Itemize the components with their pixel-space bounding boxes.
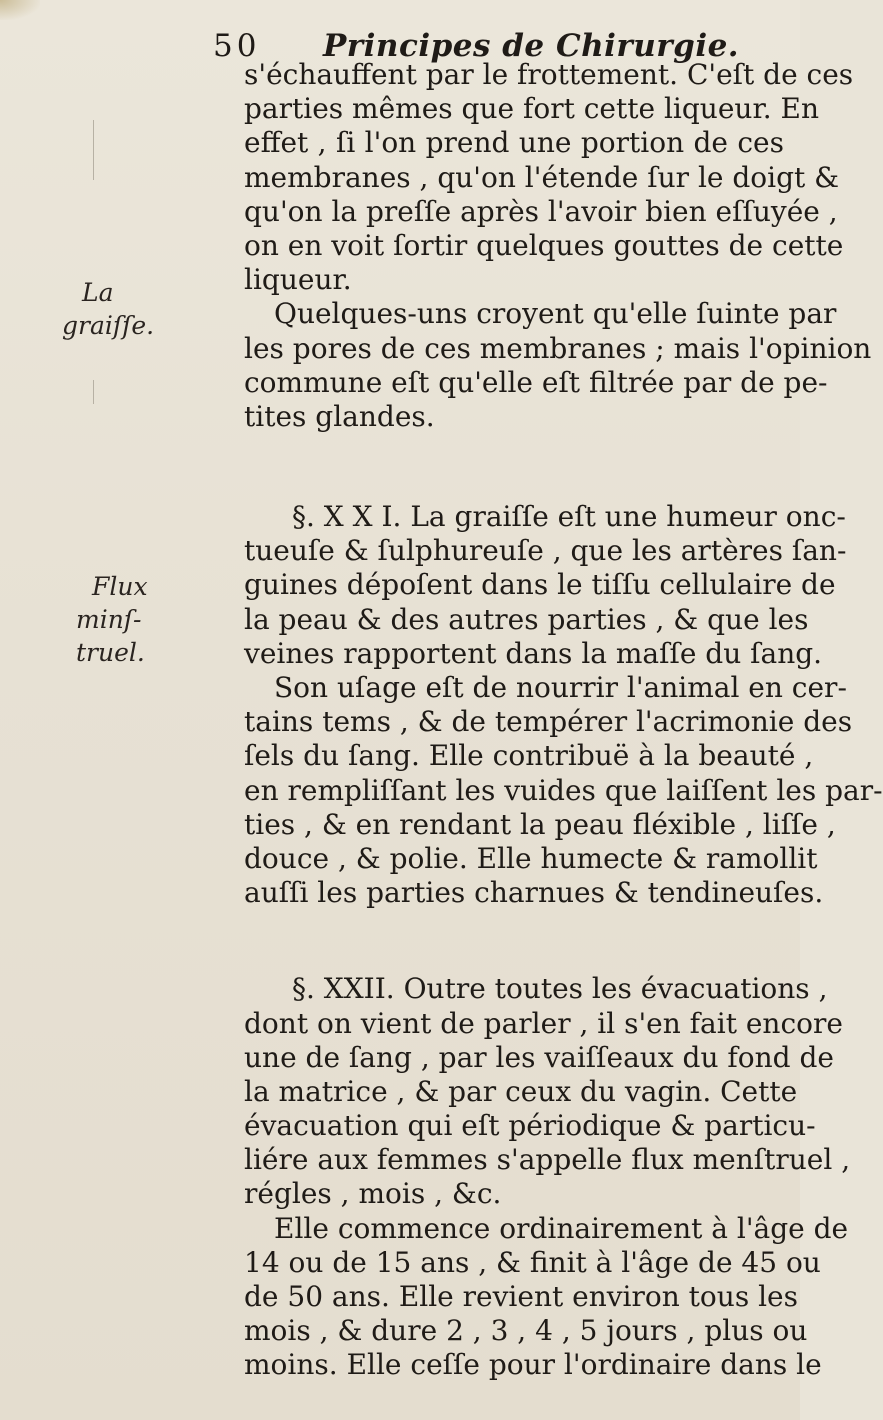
text-line: guines dépoſent dans le tiſſu cellulaire de: [244, 568, 836, 602]
body-text: [244, 58, 883, 1383]
text-line: tains tems , & de tempérer l'acrimonie des: [244, 705, 853, 739]
section-gap: [244, 910, 784, 972]
text-line: qu'on la preſſe après l'avoir bien eſſuyée ,: [244, 194, 838, 228]
text-line: la matrice , & par ceux du vagin. Cette: [244, 1074, 798, 1108]
text-line: Elle commence ordinairement à l'âge de: [274, 1211, 849, 1245]
section-heading-line: §. X X I. La graiſſe eſt une humeur onc-: [292, 500, 846, 534]
section-gap: [244, 434, 784, 500]
text-line: commune eſt qu'elle eſt filtrée par de pe-: [244, 365, 828, 399]
text-line: veines rapportent dans la maſſe du ſang.: [244, 636, 823, 670]
text-line: évacuation qui eſt périodique & particu-: [244, 1109, 816, 1143]
margin-note-graisse: [62, 276, 172, 342]
text-line: auſſi les parties charnues & tendineuſes.: [244, 876, 824, 910]
margin-note-flux: [62, 570, 172, 669]
text-line: Son uſage eſt de nourrir l'animal en cer-: [274, 671, 847, 704]
text-line: membranes , qu'on l'étende ſur le doigt &: [244, 160, 840, 194]
page-corner-stain: [0, 0, 40, 20]
text-line: Quelques-uns croyent qu'elle ſuinte par: [274, 297, 837, 331]
text-line: mois , & dure 2 , 3 , 4 , 5 jours , plus ou: [244, 1314, 808, 1348]
text-line: liére aux femmes s'appelle flux menſtruel ,: [244, 1143, 851, 1177]
text-line: de 50 ans. Elle revient environ tous les: [244, 1280, 798, 1313]
text-line: la peau & des autres parties , & que les: [244, 602, 809, 636]
margin-note-line: minſ-: [76, 605, 142, 634]
text-line: effet , ſi l'on prend une portion de ces: [244, 126, 784, 160]
text-line: tueuſe & ſulphureuſe , que les artères ſan-: [244, 534, 847, 568]
margin-note-line: truel.: [76, 638, 145, 667]
text-line: 14 ou de 15 ans , & finit à l'âge de 45 ou: [244, 1245, 821, 1279]
text-line: douce , & polie. Elle humecte & ramollit: [244, 841, 818, 875]
text-line: régles , mois , &c.: [244, 1177, 502, 1211]
page-number: 50: [213, 28, 261, 64]
running-title: Principes de Chirurgie.: [323, 28, 740, 64]
text-line: en rempliſſant les vuides que laiſſent les par-: [244, 773, 883, 807]
gutter-mark: [93, 120, 94, 180]
text-line: s'échauffent par le frottement. C'eſt de ces: [244, 58, 854, 91]
section-heading-line: §. XXII. Outre toutes les évacuations ,: [292, 972, 828, 1006]
text-line: parties mêmes que fort cette liqueur. En: [244, 92, 820, 126]
gutter-mark: [93, 380, 94, 404]
text-line: ties , & en rendant la peau fléxible , liſſe ,: [244, 807, 836, 841]
margin-note-line: Flux: [92, 572, 148, 601]
text-line: les pores de ces membranes ; mais l'opinion: [244, 331, 872, 365]
text-line: dont on vient de parler , il s'en fait encore: [244, 1006, 843, 1040]
text-line: ſels du ſang. Elle contribuë à la beauté ,: [244, 739, 814, 773]
text-line: tites glandes.: [244, 399, 435, 433]
margin-note-line: La: [82, 278, 114, 307]
text-line: moins. Elle ceſſe pour l'ordinaire dans le: [244, 1348, 822, 1382]
margin-note-line: graiſſe.: [62, 311, 155, 340]
text-line: liqueur.: [244, 263, 352, 297]
text-line: une de ſang , par les vaiſſeaux du fond de: [244, 1040, 834, 1074]
text-line: on en voit ſortir quelques gouttes de cette: [244, 228, 844, 262]
